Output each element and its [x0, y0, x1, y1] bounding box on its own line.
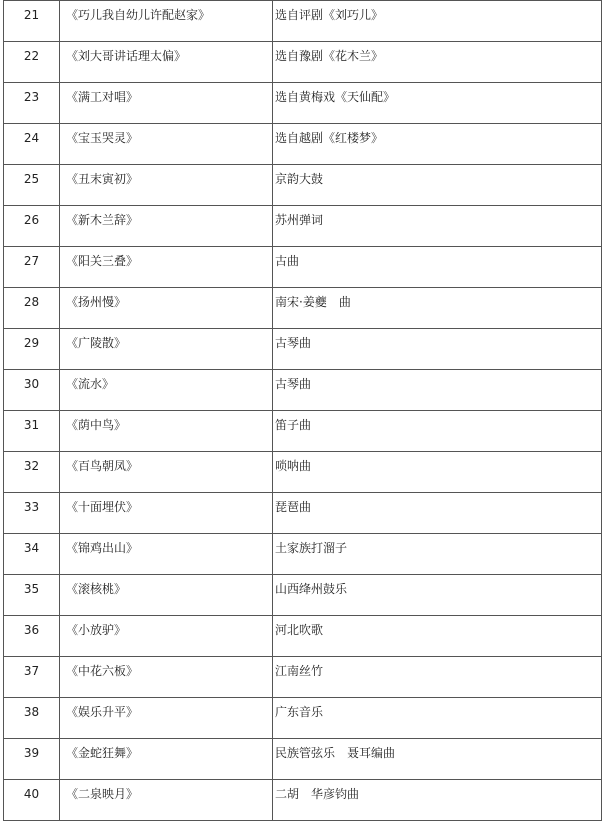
row-number-text: 33 — [23, 500, 40, 514]
piece-note-cell — [273, 42, 602, 83]
piece-title-cell — [60, 165, 273, 206]
piece-title-text: 《广陵散》 — [66, 336, 127, 350]
piece-note-text: 唢呐曲 — [275, 459, 312, 473]
piece-title-text: 《新木兰辞》 — [66, 213, 139, 227]
row-number-text: 37 — [23, 664, 40, 678]
piece-note-cell — [273, 124, 602, 165]
piece-title-text: 《锦鸡出山》 — [66, 541, 139, 555]
piece-note-cell — [273, 657, 602, 698]
row-number-cell — [4, 370, 60, 411]
row-number-cell — [4, 534, 60, 575]
row-number-cell — [4, 657, 60, 698]
table-row — [4, 739, 602, 780]
piece-title-cell — [60, 739, 273, 780]
table-row — [4, 534, 602, 575]
piece-note-cell — [273, 247, 602, 288]
row-number-text: 40 — [23, 787, 40, 801]
piece-title-text: 《流水》 — [66, 377, 115, 391]
row-number-cell — [4, 1, 60, 42]
row-number-text: 29 — [23, 336, 40, 350]
piece-title-text: 《宝玉哭灵》 — [66, 131, 139, 145]
piece-note-text: 古琴曲 — [275, 336, 312, 350]
table-row — [4, 575, 602, 616]
piece-title-text: 《中花六板》 — [66, 664, 139, 678]
piece-title-text: 《十面埋伏》 — [66, 500, 139, 514]
piece-title-text: 《刘大哥讲话理太偏》 — [66, 49, 187, 63]
row-number-cell — [4, 42, 60, 83]
table-row — [4, 370, 602, 411]
piece-title-cell — [60, 206, 273, 247]
piece-title-text: 《满工对唱》 — [66, 90, 139, 104]
piece-title-cell — [60, 452, 273, 493]
row-number-text: 25 — [23, 172, 40, 186]
piece-title-cell — [60, 657, 273, 698]
table-row — [4, 247, 602, 288]
piece-note-cell — [273, 534, 602, 575]
piece-note-cell — [273, 493, 602, 534]
piece-note-cell — [273, 165, 602, 206]
table-row — [4, 83, 602, 124]
table-row — [4, 42, 602, 83]
piece-note-text: 京韵大鼓 — [275, 172, 324, 186]
table-row — [4, 206, 602, 247]
row-number-cell — [4, 247, 60, 288]
music-list-table — [3, 0, 602, 821]
piece-note-cell — [273, 370, 602, 411]
piece-note-text: 江南丝竹 — [275, 664, 324, 678]
row-number-text: 23 — [23, 90, 40, 104]
piece-note-cell — [273, 206, 602, 247]
piece-note-text: 广东音乐 — [275, 705, 324, 719]
row-number-cell — [4, 329, 60, 370]
row-number-cell — [4, 206, 60, 247]
row-number-text: 26 — [23, 213, 40, 227]
piece-note-cell — [273, 575, 602, 616]
piece-note-text: 河北吹歌 — [275, 623, 324, 637]
piece-title-text: 《百鸟朝凤》 — [66, 459, 139, 473]
piece-title-cell — [60, 534, 273, 575]
table-row — [4, 616, 602, 657]
piece-note-cell — [273, 411, 602, 452]
piece-note-text: 南宋·姜夔 曲 — [275, 295, 351, 309]
table-row — [4, 329, 602, 370]
table-row — [4, 1, 602, 42]
piece-note-text: 古琴曲 — [275, 377, 312, 391]
row-number-text: 22 — [23, 49, 40, 63]
row-number-cell — [4, 124, 60, 165]
piece-title-text: 《金蛇狂舞》 — [66, 746, 139, 760]
piece-title-cell — [60, 1, 273, 42]
piece-title-cell — [60, 575, 273, 616]
row-number-text: 36 — [23, 623, 40, 637]
piece-note-cell — [273, 452, 602, 493]
row-number-text: 32 — [23, 459, 40, 473]
piece-title-cell — [60, 288, 273, 329]
row-number-text: 38 — [23, 705, 40, 719]
row-number-text: 34 — [23, 541, 40, 555]
row-number-text: 27 — [23, 254, 40, 268]
table-row — [4, 124, 602, 165]
table-row — [4, 698, 602, 739]
piece-title-cell — [60, 780, 273, 821]
table-row — [4, 411, 602, 452]
row-number-text: 31 — [23, 418, 40, 432]
row-number-text: 30 — [23, 377, 40, 391]
table-row — [4, 288, 602, 329]
piece-note-text: 选自评剧《刘巧儿》 — [275, 8, 384, 22]
row-number-text: 24 — [23, 131, 40, 145]
table-row — [4, 493, 602, 534]
row-number-cell — [4, 616, 60, 657]
piece-note-text: 选自越剧《红楼梦》 — [275, 131, 384, 145]
piece-title-cell — [60, 411, 273, 452]
piece-title-cell — [60, 616, 273, 657]
piece-title-cell — [60, 493, 273, 534]
piece-note-cell — [273, 616, 602, 657]
piece-note-text: 古曲 — [275, 254, 300, 268]
piece-title-text: 《丑末寅初》 — [66, 172, 139, 186]
piece-note-text: 笛子曲 — [275, 418, 312, 432]
row-number-cell — [4, 83, 60, 124]
piece-title-cell — [60, 247, 273, 288]
table-row — [4, 165, 602, 206]
table-row — [4, 657, 602, 698]
row-number-cell — [4, 575, 60, 616]
piece-title-cell — [60, 83, 273, 124]
row-number-text: 39 — [23, 746, 40, 760]
row-number-cell — [4, 739, 60, 780]
table-row — [4, 780, 602, 821]
piece-note-text: 民族管弦乐 聂耳编曲 — [275, 746, 396, 760]
piece-note-cell — [273, 739, 602, 780]
row-number-cell — [4, 698, 60, 739]
piece-title-cell — [60, 370, 273, 411]
piece-note-text: 山西绛州鼓乐 — [275, 582, 348, 596]
piece-title-text: 《阳关三叠》 — [66, 254, 139, 268]
table-body — [4, 1, 602, 821]
piece-note-cell — [273, 698, 602, 739]
piece-title-cell — [60, 329, 273, 370]
piece-note-text: 选自豫剧《花木兰》 — [275, 49, 384, 63]
piece-title-text: 《小放驴》 — [66, 623, 127, 637]
row-number-cell — [4, 165, 60, 206]
piece-title-cell — [60, 42, 273, 83]
piece-title-text: 《娱乐升平》 — [66, 705, 139, 719]
row-number-cell — [4, 493, 60, 534]
row-number-text: 28 — [23, 295, 40, 309]
piece-title-text: 《荫中鸟》 — [66, 418, 127, 432]
piece-note-cell — [273, 1, 602, 42]
piece-note-text: 琵琶曲 — [275, 500, 312, 514]
piece-note-text: 苏州弹词 — [275, 213, 324, 227]
row-number-cell — [4, 452, 60, 493]
piece-title-text: 《巧儿我自幼儿许配赵家》 — [66, 8, 211, 22]
row-number-text: 21 — [23, 8, 40, 22]
piece-title-text: 《滚核桃》 — [66, 582, 127, 596]
piece-title-cell — [60, 124, 273, 165]
table-row — [4, 452, 602, 493]
piece-note-text: 二胡 华彦钧曲 — [275, 787, 360, 801]
piece-note-cell — [273, 83, 602, 124]
row-number-cell — [4, 780, 60, 821]
piece-note-cell — [273, 329, 602, 370]
piece-note-cell — [273, 288, 602, 329]
piece-note-cell — [273, 780, 602, 821]
piece-title-text: 《二泉映月》 — [66, 787, 139, 801]
row-number-text: 35 — [23, 582, 40, 596]
piece-title-cell — [60, 698, 273, 739]
row-number-cell — [4, 411, 60, 452]
row-number-cell — [4, 288, 60, 329]
piece-note-text: 选自黄梅戏《天仙配》 — [275, 90, 396, 104]
piece-note-text: 土家族打溜子 — [275, 541, 348, 555]
piece-title-text: 《扬州慢》 — [66, 295, 127, 309]
